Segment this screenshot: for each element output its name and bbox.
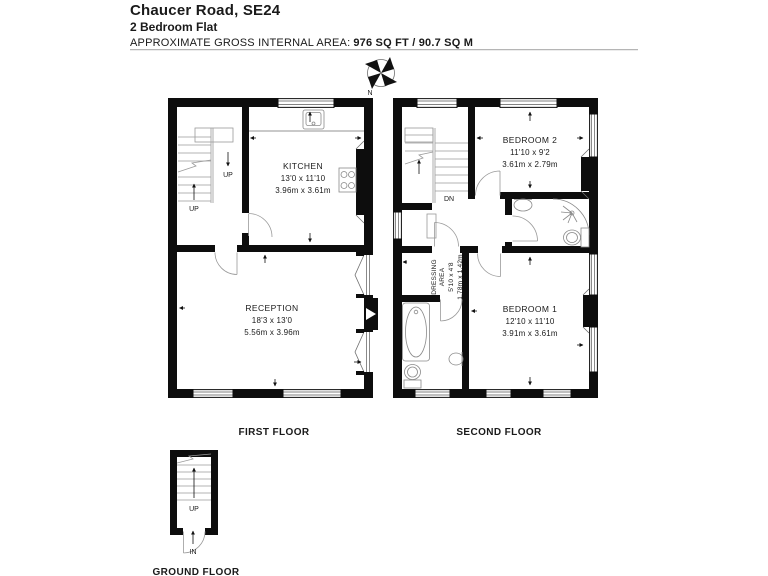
toilet-icon (404, 380, 421, 388)
bedroom1-metric: 3.91m x 3.61m (502, 329, 558, 338)
second-floor-plan (393, 98, 598, 438)
bedroom1-label: BEDROOM 1 (502, 304, 558, 314)
bedroom1-door (478, 254, 501, 277)
staircase-down (405, 128, 468, 203)
second-floor-label: SECOND FLOOR (456, 427, 542, 438)
ground-floor-plan (152, 450, 239, 576)
bathroom2-fixtures (514, 199, 589, 247)
reception-imperial: 18'3 x 13'0 (251, 316, 293, 325)
first-floor-label: FIRST FLOOR (238, 427, 310, 438)
bathroom1-door (441, 300, 463, 322)
reception-metric: 5.56m x 3.96m (244, 328, 300, 337)
page-title: Chaucer Road, SE24 (130, 2, 281, 19)
bedroom2-door (476, 171, 501, 196)
bedroom2-imperial: 11'10 x 9'2 (510, 148, 550, 157)
staircase-up (178, 128, 233, 203)
first-floor-plan (168, 98, 378, 438)
svg-text:AREA: AREA (439, 267, 446, 287)
toilet-icon (581, 228, 589, 247)
area-value: 976 SQ FT / 90.7 SQ M (353, 37, 474, 49)
compass-north-label: N (367, 90, 373, 97)
kitchen-label: KITCHEN (282, 161, 324, 171)
bathroom1-fixtures (403, 303, 464, 388)
kitchen-imperial: 13'0 x 11'10 (280, 174, 326, 183)
stairs-up-label-2: UP (189, 206, 199, 213)
svg-text:1.78m x 1.42m: 1.78m x 1.42m (457, 254, 464, 300)
bedroom2-metric: 3.61m x 2.79m (502, 160, 558, 169)
bedroom2-label: BEDROOM 2 (502, 135, 558, 145)
area-label: APPROXIMATE GROSS INTERNAL AREA: (130, 37, 351, 49)
dressing-door (435, 223, 459, 247)
kitchen-door (249, 214, 273, 238)
entrance-in-label: IN (189, 549, 197, 556)
compass-icon (365, 57, 397, 97)
bedroom1-imperial: 12'10 x 11'10 (505, 317, 555, 326)
bathroom2-door (513, 216, 538, 241)
stairs-dn-label: DN (443, 196, 455, 203)
kitchen-metric: 3.96m x 3.61m (275, 186, 331, 195)
svg-text:5'10 x 4'8: 5'10 x 4'8 (448, 262, 455, 292)
page-subtitle: 2 Bedroom Flat (130, 20, 218, 34)
svg-text:DRESSING: DRESSING (431, 259, 438, 295)
reception-label: RECEPTION (245, 303, 299, 313)
ground-floor-label: GROUND FLOOR (152, 567, 240, 576)
sink-icon (449, 353, 463, 365)
ground-stairs-up-label: UP (189, 506, 199, 513)
stairs-up-label-1: UP (223, 172, 233, 179)
reception-door (215, 253, 237, 275)
dressing-area-label (431, 254, 464, 300)
hob-icon (339, 168, 356, 192)
